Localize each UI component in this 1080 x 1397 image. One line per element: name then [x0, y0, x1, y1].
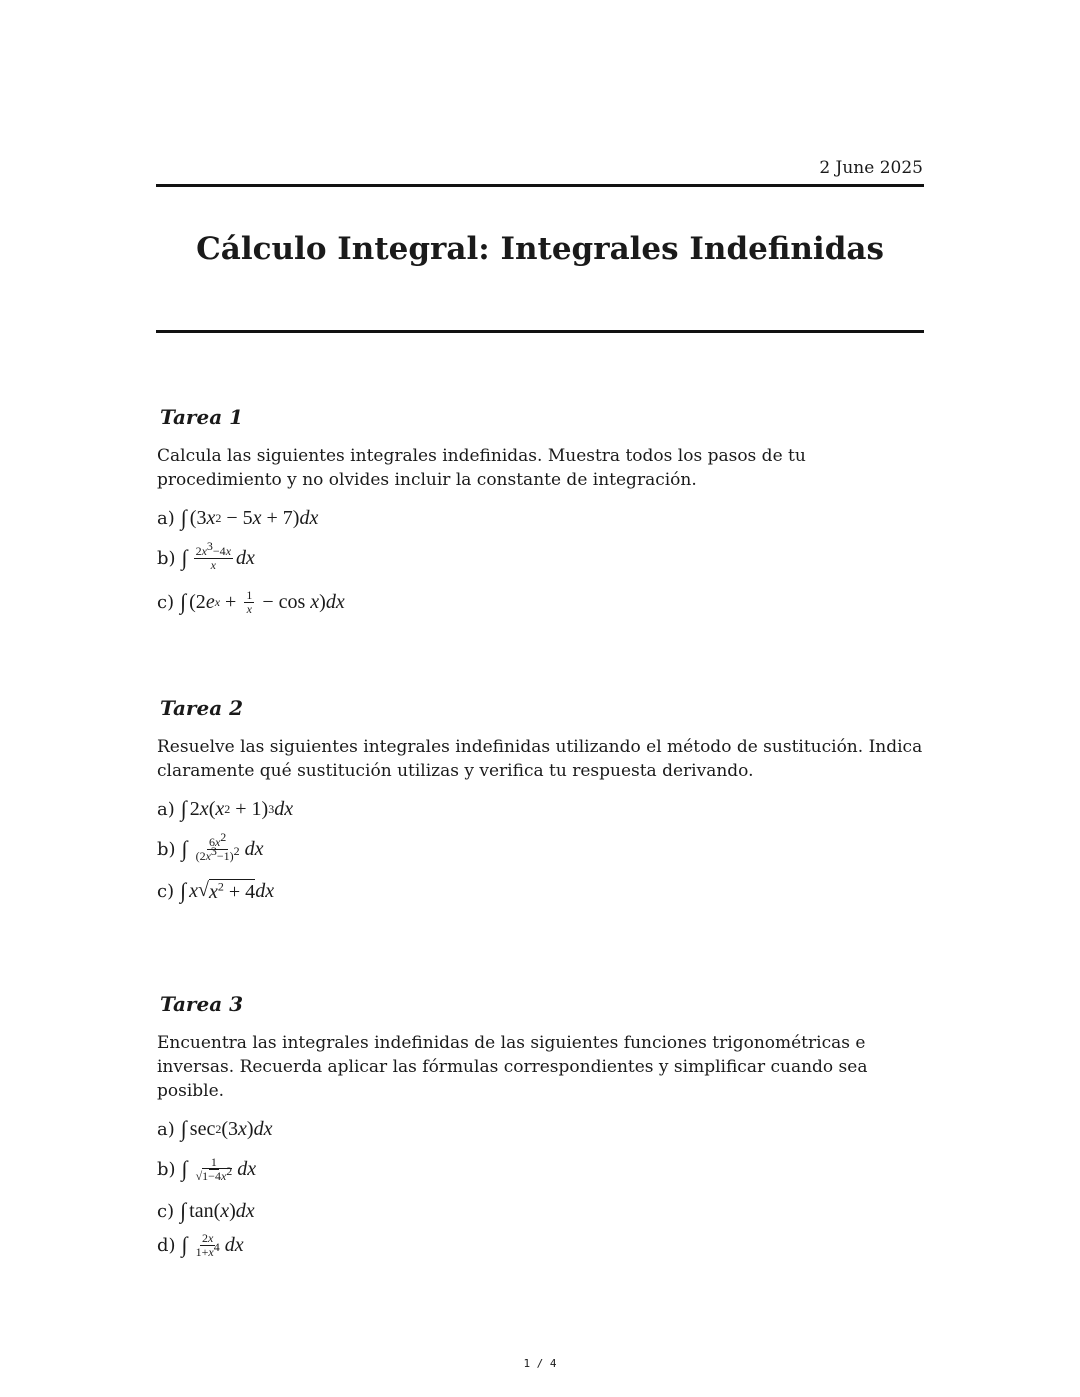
task-1-title: Tarea 1 [160, 405, 244, 429]
item-label: a) [157, 507, 175, 529]
task-1-instructions: Calcula las siguientes integrales indefinidas. Muestra todos los pasos de tu procedimiento y no olvides incluir la constante de integración. [157, 446, 806, 490]
item-label: a) [157, 1118, 175, 1140]
item-label: c) [157, 591, 175, 613]
item-label: c) [157, 880, 175, 902]
task-2-item-c [157, 879, 927, 903]
integral-expression: ∫ x √ $x^2 + 4$ dx [180, 878, 275, 903]
task-3-item-a [157, 1117, 927, 1141]
document-title: Cálculo Integral: Integrales Indefinidas [196, 231, 884, 267]
task-2-item-b [157, 829, 927, 865]
integral-expression: ∫ sec 2 (3 x ) dx [180, 1116, 273, 1141]
page-number: 1 / 4 [523, 1357, 557, 1370]
task-2-title: Tarea 2 [160, 696, 244, 720]
item-label: b) [157, 1158, 176, 1180]
task-1-item-c [157, 586, 927, 618]
integral-expression: ∫ $\frac{2x}{1+x^4}$ dx [181, 1230, 244, 1259]
integral-expression: ∫ 2 x ( x 2 + 1) 3 dx [180, 796, 294, 821]
integral-expression: ∫ (3 x 2 − 5 x + 7) dx [180, 505, 319, 530]
header-rule-top [156, 184, 924, 187]
document-date: 2 June 2025 [819, 158, 923, 178]
item-label: a) [157, 798, 175, 820]
task-3-item-d [157, 1230, 927, 1259]
integral-expression: ∫ $\frac{6x^2}{(2x^3-1)^2}$ dx [181, 829, 264, 863]
task-1-item-a [157, 506, 927, 530]
task-3-instructions: Encuentra las integrales indefinidas de las siguientes funciones trigonométricas e inversas. Recuerda aplicar las fórmulas correspondientes y simplificar cuando sea posible. [157, 1033, 868, 1101]
task-2-section [157, 695, 927, 903]
integral-expression: ∫ $\frac{2x^3-4x}{x}$ dx [181, 538, 255, 572]
item-label: b) [157, 838, 176, 860]
integral-expression: ∫ $\frac{1}{√1-4x^2}$ dx [181, 1154, 257, 1183]
task-2-instructions: Resuelve las siguientes integrales indefinidas utilizando el método de sustitución. Indica claramente qué sustitución utilizas y verifica tu respuesta derivando. [157, 737, 923, 781]
item-label: d) [157, 1234, 176, 1256]
task-3-section [157, 991, 927, 1257]
item-label: b) [157, 547, 176, 569]
task-1-section [157, 404, 927, 618]
task-1-item-b [157, 538, 927, 574]
task-3-title: Tarea 3 [160, 992, 244, 1016]
item-label: c) [157, 1200, 175, 1222]
integral-expression: ∫ (2 e x + $\frac{1}{x}$ − cos x ) dx [180, 587, 345, 616]
task-2-item-a [157, 797, 927, 821]
task-3-item-c [157, 1199, 927, 1223]
header-rule-bottom [156, 330, 924, 333]
task-3-item-b [157, 1153, 927, 1185]
integral-expression: ∫ tan( x ) dx [180, 1198, 255, 1223]
